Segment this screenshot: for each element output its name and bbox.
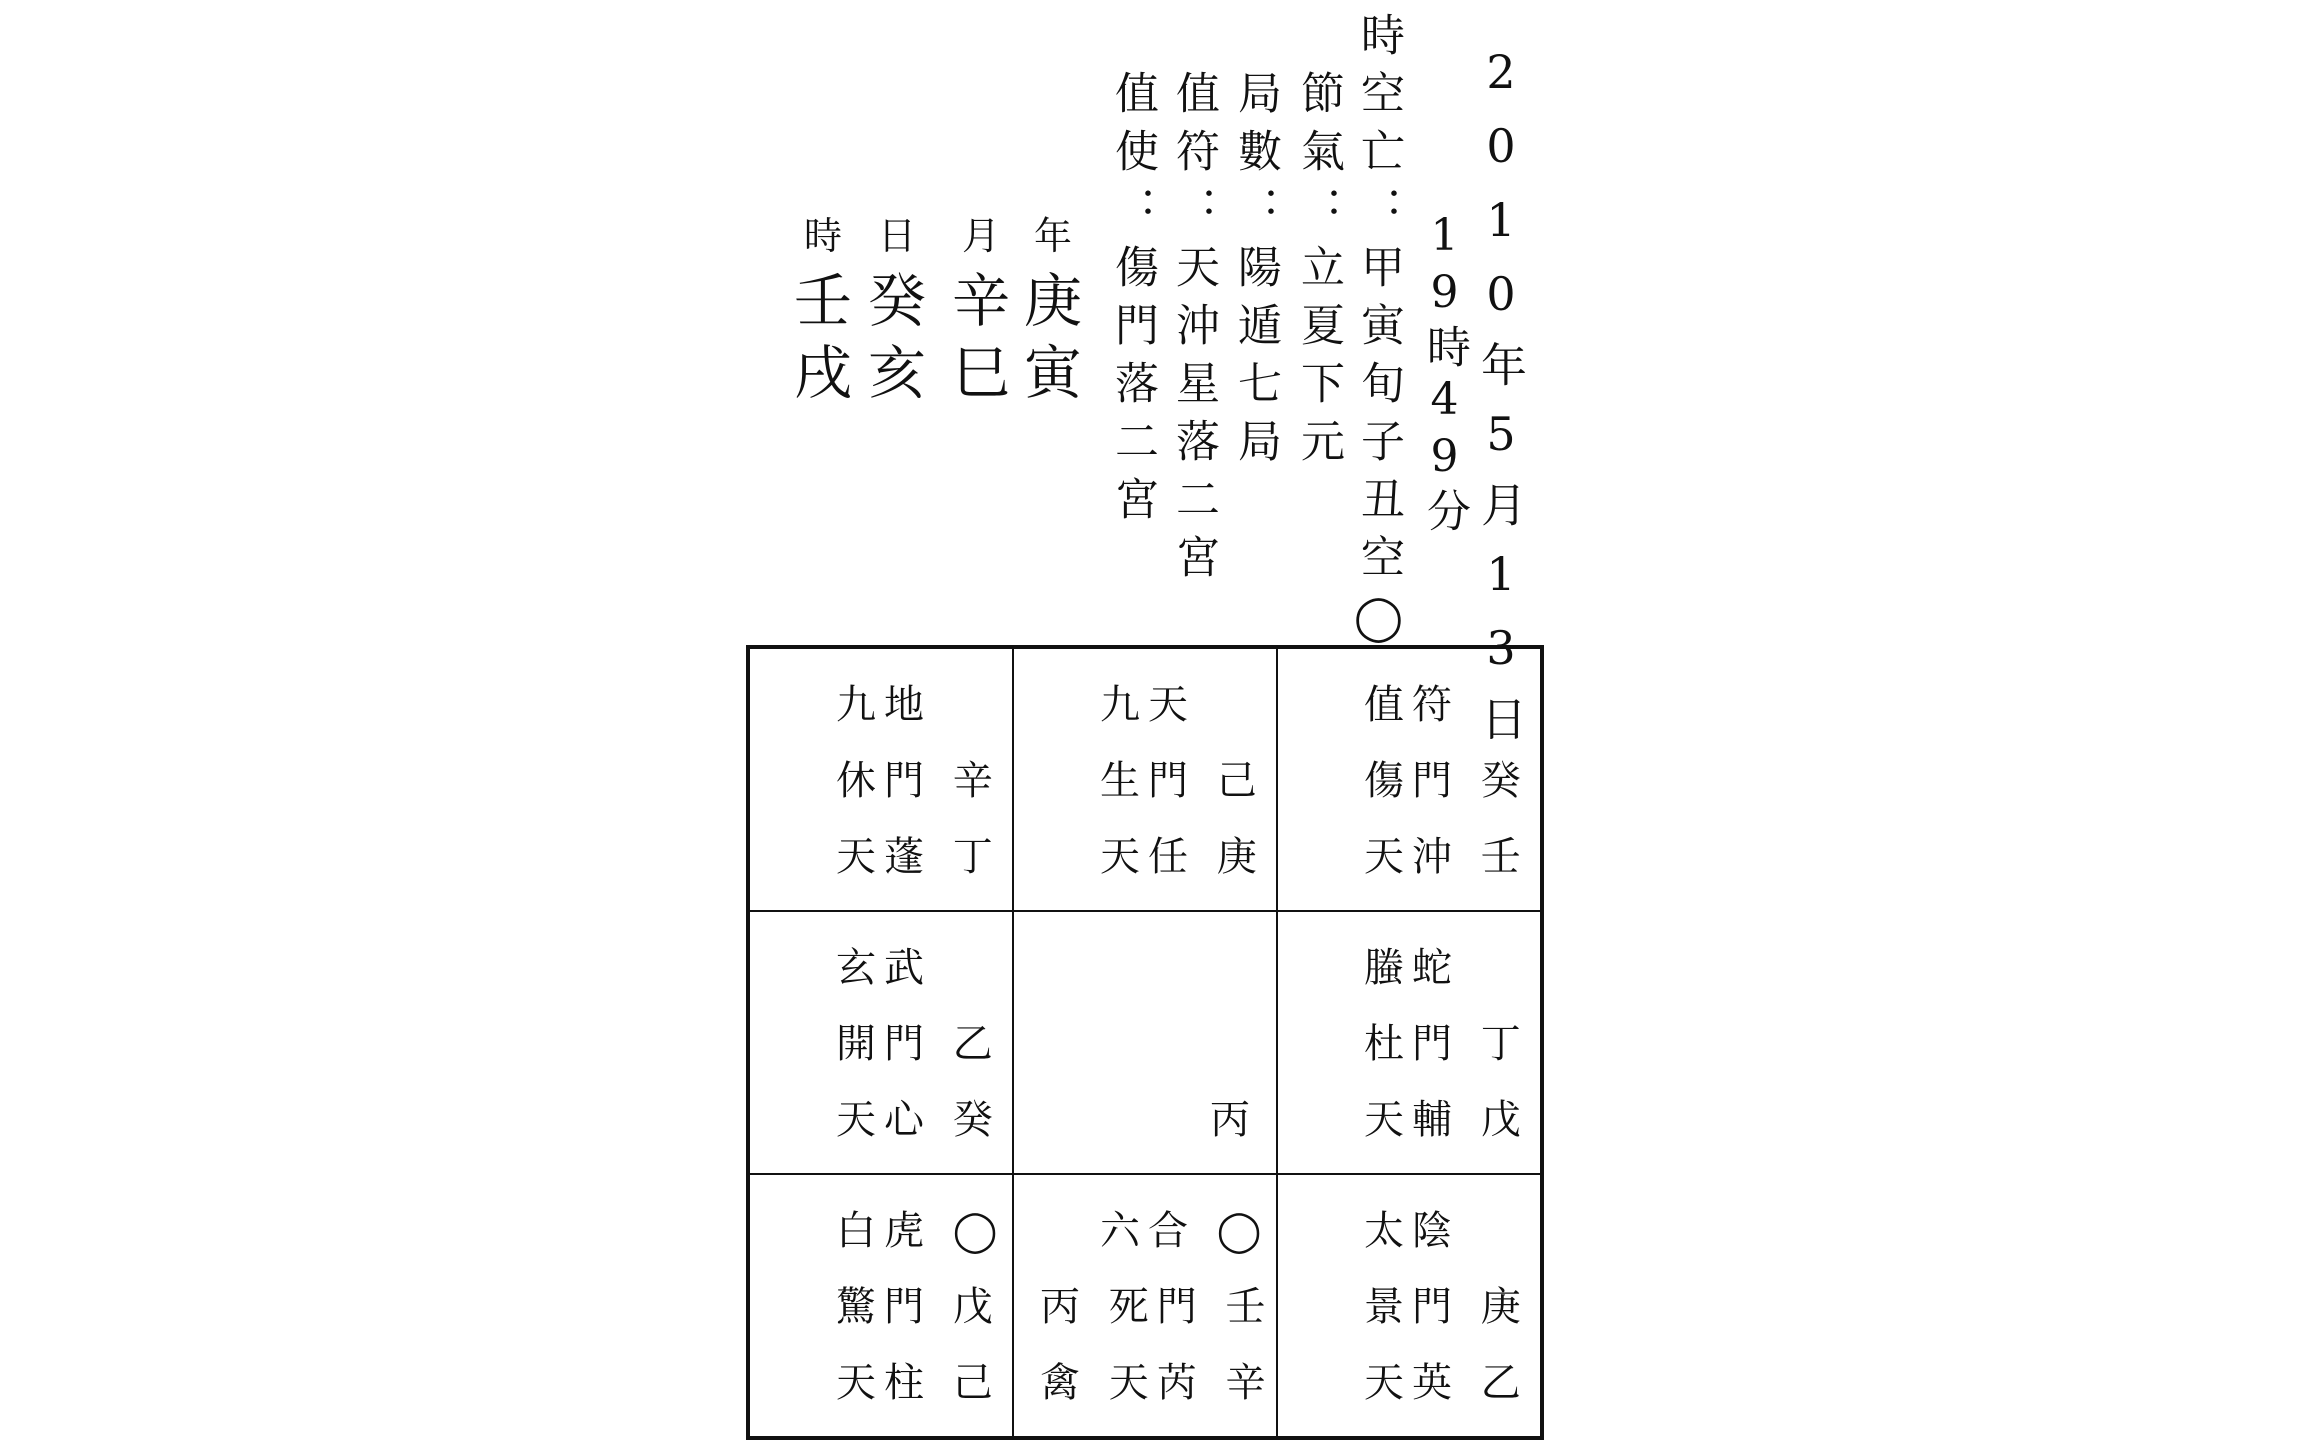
palace-pre-star: 禽 (1040, 1360, 1088, 1406)
empty-circle-mark: ◯ (952, 1208, 1006, 1254)
pillar-day (862, 205, 932, 409)
palace-door-stem: 丁 (1480, 1021, 1529, 1067)
palace-door: 驚門 (836, 1284, 932, 1330)
palace-door: 生門 (1100, 758, 1196, 804)
palace-god-row (1100, 1208, 1270, 1254)
palace-door-stem: 辛 (952, 758, 1001, 804)
palace-star: 天心 (836, 1097, 932, 1143)
palace-door-row (1100, 758, 1265, 804)
palace-star-row (1364, 834, 1529, 880)
palace-star-row (836, 1360, 1001, 1406)
pillar-branch: 戌 (793, 339, 852, 407)
palace-door-stem: 己 (1216, 758, 1265, 804)
kongwang-line: 時空亡：甲寅旬子丑空◯ (1353, 12, 1404, 657)
palace-star: 天柱 (836, 1360, 932, 1406)
pillar-stem: 壬 (793, 267, 852, 335)
jieqi-line: 節氣：立夏下元 (1293, 70, 1344, 476)
pillar-month (946, 205, 1016, 409)
palace-god: 值符 (1364, 682, 1460, 728)
pillar-label: 時 (803, 214, 842, 258)
palace-bottom-right (1277, 1174, 1541, 1437)
palace-door: 開門 (836, 1021, 932, 1067)
palace-center-stem: 丙 (1210, 1097, 1250, 1143)
palace-bottom-left (749, 1174, 1013, 1437)
palace-star-row (1040, 1360, 1274, 1406)
palace-star: 天英 (1364, 1360, 1460, 1406)
pillar-hour (788, 205, 858, 409)
palace-god: 白虎 (836, 1208, 932, 1254)
zhifu-line: 值符：天沖星落二宮 (1168, 70, 1219, 592)
palace-door-row (1040, 1284, 1274, 1330)
palace-star: 天蓬 (836, 834, 932, 880)
zhishi-line: 值使：傷門落二宮 (1107, 70, 1158, 534)
jushu-line: 局數：陽遁七局 (1230, 70, 1281, 476)
palace-god: 螣蛇 (1364, 945, 1460, 991)
pillar-stem: 辛 (951, 267, 1010, 335)
palace-star-row (1100, 834, 1265, 880)
palace-pre-stem: 丙 (1040, 1284, 1088, 1330)
palace-door: 死門 (1108, 1284, 1205, 1330)
palace-top-right (1277, 648, 1541, 911)
chart-time: 19時49分 (1419, 210, 1470, 538)
palace-star-stem: 壬 (1480, 834, 1529, 880)
palace-star-row (836, 834, 1001, 880)
pillar-stem: 癸 (867, 267, 926, 335)
palace-door-stem: 癸 (1480, 758, 1529, 804)
pillar-year (1018, 205, 1088, 409)
palace-center (1013, 911, 1277, 1174)
palace-star-stem: 戊 (1480, 1097, 1529, 1143)
chart-date: 2010年5月13日 (1474, 45, 1528, 761)
palace-star-stem: 乙 (1480, 1360, 1529, 1406)
palace-god: 九地 (836, 682, 932, 728)
palace-god: 九天 (1100, 682, 1196, 728)
palace-star-row (836, 1097, 1001, 1143)
palace-door: 杜門 (1364, 1021, 1460, 1067)
palace-star: 天芮 (1108, 1360, 1205, 1406)
palace-god: 太陰 (1364, 1208, 1460, 1254)
palace-door-stem: 乙 (952, 1021, 1001, 1067)
palace-door-stem: 戊 (952, 1284, 1001, 1330)
palace-door-row (836, 1284, 1001, 1330)
pillar-branch: 亥 (867, 339, 926, 407)
palace-door-row (1364, 758, 1529, 804)
palace-mid-right (1277, 911, 1541, 1174)
pillar-stem: 庚 (1023, 267, 1082, 335)
palace-bottom-center (1013, 1174, 1277, 1437)
pillar-branch: 寅 (1023, 339, 1082, 407)
palace-door: 景門 (1364, 1284, 1460, 1330)
palace-door-row (836, 1021, 1001, 1067)
palace-door-stem: 壬 (1225, 1284, 1274, 1330)
palace-top-center (1013, 648, 1277, 911)
palace-door-stem: 庚 (1480, 1284, 1529, 1330)
palace-god: 玄武 (836, 945, 932, 991)
palace-star-stem: 辛 (1225, 1360, 1274, 1406)
pillar-label: 年 (1033, 214, 1072, 258)
palace-door-row (836, 758, 1001, 804)
pillar-label: 日 (877, 214, 916, 258)
pillar-branch: 巳 (951, 339, 1010, 407)
pillar-label: 月 (961, 214, 1000, 258)
palace-star-stem: 己 (952, 1360, 1001, 1406)
palace-god-row (836, 1208, 1006, 1254)
palace-star-row (1364, 1360, 1529, 1406)
nine-palace-grid (746, 645, 1544, 1440)
palace-star: 天沖 (1364, 834, 1460, 880)
palace-mid-left (749, 911, 1013, 1174)
empty-circle-mark: ◯ (1216, 1208, 1270, 1254)
palace-door-row (1364, 1021, 1529, 1067)
palace-door: 休門 (836, 758, 932, 804)
palace-star: 天輔 (1364, 1097, 1460, 1143)
palace-star-stem: 丁 (952, 834, 1001, 880)
palace-star-stem: 癸 (952, 1097, 1001, 1143)
palace-door: 傷門 (1364, 758, 1460, 804)
palace-door-row (1364, 1284, 1529, 1330)
palace-top-left (749, 648, 1013, 911)
palace-god: 六合 (1100, 1208, 1196, 1254)
palace-star-row (1364, 1097, 1529, 1143)
palace-star: 天任 (1100, 834, 1196, 880)
palace-star-stem: 庚 (1216, 834, 1265, 880)
